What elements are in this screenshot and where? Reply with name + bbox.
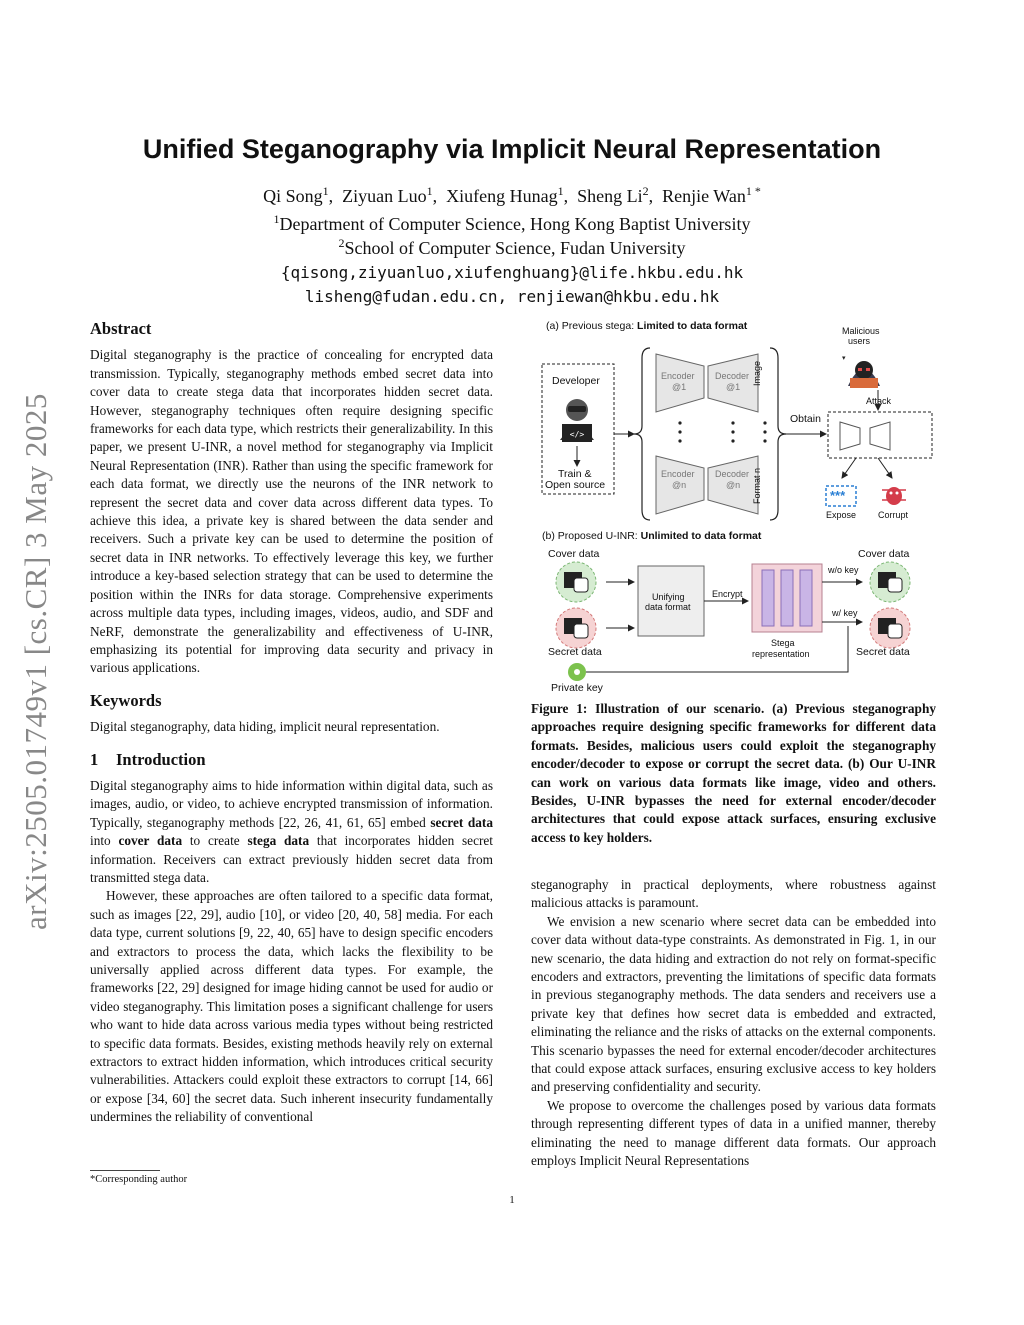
malicious-user-icon bbox=[842, 354, 880, 388]
decoder-n-label: Decoder bbox=[715, 469, 750, 479]
author-list: Qi Song$^1$, Ziyuan Luo$^1$, Xiufeng Hunag$^1$, Sheng Li$^2$, Renjie Wan$^{1 *}$ bbox=[263, 184, 761, 206]
panel-b-title: (b) Proposed U-INR: Unlimited to data format bbox=[542, 530, 762, 542]
expose-label: Expose bbox=[826, 510, 857, 520]
encoder-1-index: @1 bbox=[672, 382, 687, 392]
cover-data-output-label: Cover data bbox=[858, 548, 910, 560]
email-line: lisheng@fudan.edu.cn, renjiewan@hkbu.edu.hk bbox=[304, 287, 720, 306]
body-paragraph: We propose to overcome the challenges posed by various data formats through representing different types of data in a unified manner, thereby eliminating the need to manage different data formats. Our approach employs Implicit Neural Representations bbox=[531, 1097, 936, 1169]
svg-text:</>: </> bbox=[569, 430, 585, 439]
open-source-label: Open source bbox=[545, 479, 606, 491]
footnote: *Corresponding author bbox=[90, 1174, 188, 1185]
introduction-heading: 1 Introduction bbox=[90, 749, 206, 769]
affiliation: $^1$Department of Computer Science, Hong Kong Baptist University bbox=[273, 212, 751, 234]
train-label: Train & bbox=[558, 468, 592, 480]
affiliation: $^2$School of Computer Science, Fudan University bbox=[338, 236, 686, 258]
arxiv-identifier: arXiv:2505.01749v1 [cs.CR] 3 May 2025 bbox=[18, 393, 53, 930]
intro-paragraph: Digital steganography aims to hide information within digital data, such as images, audio, or video, to achieve encrypted transmission of information. Typically, steganography methods [22, 26, 41, 61, 65] embed secret data into cover data to create stega data that incorporates hidden secret information. Receivers can extract previously hidden secret data from transmitted stega data. bbox=[90, 777, 493, 885]
abstract-text: Digital steganography is the practice of concealing for encrypted data transmission. Typically, steganography methods embed secret data into cover data to create stega data that incorporates hidden secret data. However, steganography techniques often require designing specific frameworks for each data type, which restricts their generalizability. In this paper, we present U-INR, a novel method for steganography via Implicit Neural Representation (INR). Rather than using the specific framework for each data format, we directly use the neurons of the INR network to represent the secret data and cover data across different data types. To achieve this idea, a private key is shared between the data sender and receivers. Such a private key can be used to determine the position of secret data in INR networks. To effectively leverage this key, we further introduce a key-based selection strategy that can be used to determine the position within the INRs for data storage. Comprehensive experiments across multiple data types, including images, videos, audio, and SDF and NeRF, demonstrate the generalizability and effectiveness of U-INR, emphasizing its potential for improving data security and privacy in various applications. bbox=[90, 347, 493, 676]
author: Xiufeng Hunag bbox=[446, 186, 558, 206]
developer-label: Developer bbox=[552, 375, 600, 387]
corrupt-icon bbox=[882, 487, 906, 505]
keywords-text: Digital steganography, data hiding, implicit neural representation. bbox=[90, 719, 440, 735]
abstract-heading: Abstract bbox=[90, 319, 152, 338]
developer-icon bbox=[560, 399, 594, 442]
decoder-1-label: Decoder bbox=[715, 371, 750, 381]
stega-label: Stega bbox=[771, 638, 795, 648]
right-column bbox=[531, 876, 936, 1171]
stolen-decoder bbox=[870, 422, 890, 450]
decoder-1-index: @1 bbox=[726, 382, 741, 392]
left-column bbox=[90, 320, 493, 1127]
unifying-label: Unifying bbox=[652, 592, 685, 602]
cover-data-label: Cover data bbox=[548, 548, 600, 560]
intro-paragraph: However, these approaches are often tailored to a specific data format, such as images [22, 29], audio [10], or video [20, 40, 58] media. For each data type, current solutions [9, 22, 40, 65] have to design specific encoders and extractors to process the data, which lacks the flexibility to be universally applied across different data types. For example, the frameworks [22, 29] designed for image hiding cannot be used for audio or video steganography. This limitation poses a significant challenge for users who want to hide data across various media types without being restricted to specific data formats. Besides, existing methods heavily rely on external extractors to extract hidden information, which introduces critical security vulnerabilities. Attackers could exploit these extractors to corrupt [14, 66] or expose [34, 60] the secret data. Such inherent insecurity fundamentally undermines the reliability of conventional bbox=[90, 888, 493, 1125]
secret-data-output-label: Secret data bbox=[856, 646, 910, 658]
panel-a-title: (a) Previous stega: Limited to data format bbox=[546, 320, 748, 332]
representation-label: representation bbox=[752, 649, 810, 659]
figure-1 bbox=[530, 316, 940, 700]
image-format-label: Image bbox=[752, 360, 762, 386]
encoder-1-label: Encoder bbox=[661, 371, 695, 381]
encoder-n-label: Encoder bbox=[661, 469, 695, 479]
author: Renjie Wan bbox=[662, 186, 746, 206]
encoder-n-index: @n bbox=[672, 480, 687, 490]
obtain-label: Obtain bbox=[790, 413, 821, 425]
keywords-heading: Keywords bbox=[90, 690, 162, 710]
malicious-label: Malicious bbox=[842, 326, 880, 336]
users-label: users bbox=[848, 336, 871, 346]
secret-data-label: Secret data bbox=[548, 646, 602, 658]
body-paragraph: steganography in practical deployments, where robustness against malicious attacks is paramount. bbox=[531, 877, 936, 911]
body-paragraph: We envision a new scenario where secret data can be embedded into cover data without data-type constraints. As demonstrated in Fig. 1, in our new scenario, the data hiding and extraction do not rely on format-specific encoders and extractors, preventing the limitations of specific data formats in previous steganography methods. The data senders and receivers use a private key that defines how secret data is embedded and extracted, eliminating the reliance and the risks of attacks on the external components. This scenario bypasses the need for external encoder/decoder architectures that could expose attack surfaces, ensuring exclusive access to key holders and preserving confidentiality and security. bbox=[531, 913, 936, 1095]
stolen-encoder bbox=[840, 422, 860, 450]
svg-text:▾: ▾ bbox=[842, 354, 846, 362]
author: Sheng Li bbox=[577, 186, 643, 206]
without-key-label: w/o key bbox=[828, 565, 859, 575]
data-format-label: data format bbox=[645, 602, 691, 612]
right-brace bbox=[770, 348, 786, 520]
encrypt-label: Encrypt bbox=[712, 589, 743, 599]
email-line: {qisong,ziyuanluo,xiufenghuang}@life.hkbu.edu.hk bbox=[280, 263, 744, 282]
figure-caption: Figure 1: Illustration of our scenario. (a) Previous steganography approaches require designing specific frameworks for different data formats. Besides, malicious users could exploit the steganography encoder/decoder to expose or corrupt the secret data. (b) Our U-INR can work on various data formats like image, video and others. Besides, U-INR bypasses the need for external encoder/decoder architectures that could expose attack surfaces, ensuring exclusive access to key holders. bbox=[531, 701, 936, 845]
expose-glyph: *** bbox=[830, 488, 846, 503]
private-key-label: Private key bbox=[551, 682, 603, 694]
decoder-n-index: @n bbox=[726, 480, 741, 490]
page-number: 1 bbox=[509, 1194, 515, 1206]
attack-label: Attack bbox=[866, 396, 892, 406]
paper-title: Unified Steganography via Implicit Neural Representation bbox=[142, 134, 882, 164]
left-brace bbox=[634, 348, 650, 520]
ellipsis-dots bbox=[678, 421, 766, 442]
corrupt-label: Corrupt bbox=[878, 510, 909, 520]
footnote-divider bbox=[90, 1170, 160, 1171]
format-n-label: Format n bbox=[752, 467, 762, 504]
author: Qi Song bbox=[263, 186, 323, 206]
with-key-label: w/ key bbox=[832, 608, 858, 618]
author: Ziyuan Luo bbox=[342, 186, 427, 206]
